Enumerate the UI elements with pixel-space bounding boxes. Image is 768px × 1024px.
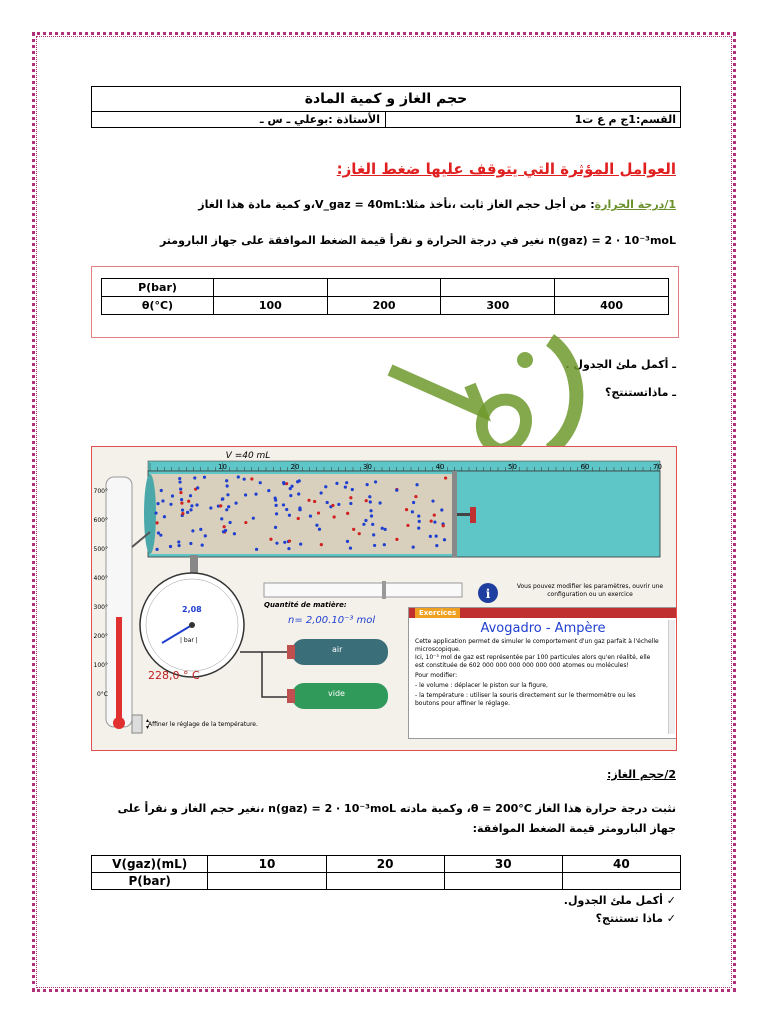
- thermometer-scale: [92, 477, 108, 709]
- gas-particle: [221, 498, 224, 501]
- table-cell: 400: [555, 297, 669, 315]
- gas-particle: [267, 489, 270, 492]
- class-label: القسم:1ج م ع ت1: [385, 111, 676, 128]
- table-cell: 20: [326, 856, 444, 873]
- exercise-panel: [408, 607, 677, 739]
- gas-particle: [288, 539, 291, 542]
- gas-particle: [415, 483, 418, 486]
- gas-particle: [444, 476, 447, 479]
- quantity-label: Quantité de matière:: [264, 601, 347, 609]
- gas-particle: [288, 514, 291, 517]
- temperature-readout: 228,0 ° C: [148, 669, 200, 682]
- gas-particle: [324, 485, 327, 488]
- panel-paragraph: Pour modifier:: [415, 672, 458, 679]
- gas-particle: [227, 505, 230, 508]
- table-cell: 30: [444, 856, 562, 873]
- gas-particle: [395, 489, 398, 492]
- panel-paragraph: - la température : utiliser la souris directement sur le thermomètre ou les boutons pour affiner le réglage.: [415, 692, 636, 707]
- gas-particle: [315, 524, 318, 527]
- gas-particle: [320, 491, 323, 494]
- gas-particle: [157, 531, 160, 534]
- gas-particle: [225, 479, 228, 482]
- gas-particle: [412, 501, 415, 504]
- gas-particle: [411, 510, 414, 513]
- gauge-unit: | bar |: [180, 637, 198, 644]
- gas-particle: [289, 494, 292, 497]
- gas-particle: [406, 524, 409, 527]
- watermark-logo: [360, 300, 620, 460]
- gas-particle: [369, 500, 372, 503]
- part1-bullet2: ـ ماذاتستنتج؟: [604, 386, 676, 399]
- bottle-vide[interactable]: vide: [328, 689, 345, 698]
- gas-particle: [440, 508, 443, 511]
- part1-title: /درجة الحرارة: [594, 198, 669, 211]
- thermo-tick: 300°: [93, 604, 108, 611]
- gas-particle: [201, 543, 204, 546]
- gas-particle: [433, 513, 436, 516]
- gas-particle: [349, 547, 352, 550]
- section-heading: العوامل المؤثرة التي يتوقف عليها ضغط الغاز:: [336, 160, 676, 178]
- gas-particle: [282, 503, 285, 506]
- page-title: حجم الغاز و كمية المادة: [92, 87, 680, 112]
- table-row: [102, 279, 669, 297]
- bullet-text: أكمل ملئ الجدول.: [563, 894, 663, 907]
- gas-particle: [351, 488, 354, 491]
- gas-particle: [209, 506, 212, 509]
- gas-particle: [255, 548, 258, 551]
- gas-particle: [299, 542, 302, 545]
- panel-paragraph: Cette application permet de simuler le comportement d'un gaz parfait à l'échelle microscopique.: [415, 638, 659, 653]
- table-cell[interactable]: [441, 279, 555, 297]
- gas-particle: [369, 509, 372, 512]
- ruler-label: 50: [508, 463, 517, 471]
- table-cell: θ(°C): [102, 297, 214, 315]
- table-row: [92, 873, 681, 890]
- table-cell: 200: [327, 297, 441, 315]
- tab-exercices[interactable]: Exercices: [415, 608, 460, 618]
- gas-particle: [331, 504, 334, 507]
- table-cell[interactable]: [555, 279, 669, 297]
- gas-particle: [414, 495, 417, 498]
- volume-label: V =40 mL: [225, 451, 271, 461]
- table-cell: 300: [441, 297, 555, 315]
- gas-particle: [433, 520, 436, 523]
- gas-particle: [190, 504, 193, 507]
- gas-particle: [358, 532, 361, 535]
- gas-particle: [203, 476, 206, 479]
- thermo-tick: 400°: [93, 575, 108, 582]
- gas-particle: [381, 527, 384, 530]
- gas-particle: [307, 499, 310, 502]
- gas-particle: [154, 511, 157, 514]
- part2-heading: [607, 768, 676, 781]
- gas-particle: [155, 548, 158, 551]
- part1-number: 1: [668, 198, 676, 211]
- gas-particle: [252, 517, 255, 520]
- gas-particle: [181, 512, 184, 515]
- gas-particle: [243, 478, 246, 481]
- gas-particle: [177, 544, 180, 547]
- gas-particle: [189, 508, 192, 511]
- gas-particle: [318, 528, 321, 531]
- panel-title: Avogadro - Ampère: [480, 621, 606, 636]
- gas-particle: [430, 519, 433, 522]
- gas-particle: [163, 515, 166, 518]
- table-cell[interactable]: [208, 873, 326, 890]
- exercise-bar: [409, 608, 677, 618]
- thermo-tick: 500°: [93, 546, 108, 553]
- volume-table: [91, 855, 681, 890]
- gas-particle: [442, 524, 445, 527]
- gas-particle: [379, 501, 382, 504]
- gas-particle: [417, 527, 420, 530]
- gas-particle: [178, 477, 181, 480]
- teacher-label: الأستاذة :بوعلي ـ س ـ: [259, 113, 380, 126]
- gas-particle: [349, 496, 352, 499]
- gas-particle: [180, 498, 183, 501]
- gas-particle: [326, 501, 329, 504]
- gas-particle: [405, 508, 408, 511]
- table-cell[interactable]: [562, 873, 680, 890]
- gas-particle: [181, 509, 184, 512]
- gas-particle: [226, 484, 229, 487]
- simulation-panel: [91, 446, 677, 751]
- gas-particle: [195, 503, 198, 506]
- gas-particle: [244, 521, 247, 524]
- temp-hint: Affiner le réglage de la température.: [148, 721, 258, 728]
- gas-particle: [233, 532, 236, 535]
- part1-text1: : من أجل حجم الغاز ثابت ،نأخذ مثلا:V_gaz = 40mL،و كمية مادة هذا الغاز: [198, 198, 595, 211]
- ruler-label: 10: [218, 463, 227, 471]
- gas-particle: [417, 514, 420, 517]
- thermo-tick: 600°: [93, 517, 108, 524]
- gas-particle: [443, 538, 446, 541]
- gas-particle: [373, 544, 376, 547]
- check-icon: ✓: [662, 894, 676, 907]
- bullet-text: ماذا تستنتج؟: [595, 912, 663, 925]
- gas-particle: [179, 491, 182, 494]
- table-cell: 100: [213, 297, 327, 315]
- gas-particle: [431, 499, 434, 502]
- hint-text: Vous pouvez modifier les paramètres, ouvrir une configuration ou un exercice: [516, 583, 664, 598]
- gas-particle: [274, 499, 277, 502]
- gas-particle: [289, 487, 292, 490]
- gas-particle: [189, 494, 192, 497]
- gas-particle: [191, 529, 194, 532]
- ruler-label: 40: [435, 463, 445, 471]
- panel-body: [409, 636, 667, 710]
- gas-particle: [180, 501, 183, 504]
- gas-particle: [374, 480, 377, 483]
- part2-line2: جهاز البارومتر قيمة الضغط الموافقة:: [472, 822, 676, 835]
- gas-particle: [226, 493, 229, 496]
- gas-particle: [297, 492, 300, 495]
- gas-particle: [435, 544, 438, 547]
- gas-particle: [186, 511, 189, 514]
- gas-particle: [337, 503, 340, 506]
- part2-line1: نثبت درجة حرارة هذا الغاز θ = 200°C، وكمية مادته n(gaz) = 2 · 10⁻³moL ،نغير حجم الغاز و نقرأ على: [117, 802, 676, 815]
- gas-particle: [234, 501, 237, 504]
- gas-particle: [225, 508, 228, 511]
- gas-particle: [259, 481, 262, 484]
- table-cell: 40: [562, 856, 680, 873]
- gas-particle: [250, 477, 253, 480]
- panel-scrollbar[interactable]: [668, 620, 675, 734]
- bottle-air[interactable]: air: [332, 645, 343, 654]
- gas-particle: [204, 534, 207, 537]
- gas-particle: [371, 523, 374, 526]
- check-icon: ✓: [662, 912, 676, 925]
- thermo-tick: 200°: [93, 633, 108, 640]
- gas-particle: [161, 499, 164, 502]
- gas-particle: [155, 521, 158, 524]
- gas-particle: [368, 495, 371, 498]
- table-cell: 10: [208, 856, 326, 873]
- gas-particle: [196, 486, 199, 489]
- gas-particle: [269, 538, 272, 541]
- gas-particle: [179, 487, 182, 490]
- gas-particle: [219, 504, 222, 507]
- gas-particle: [177, 540, 180, 543]
- part1-line1: [76, 198, 676, 211]
- panel-paragraph: Ici, 10⁻³ mol de gaz est représentée par 100 particules alors qu'en réalité, elle est constituée de 602 000 000 000 000 000 000 atomes ou molécules!: [415, 654, 651, 669]
- gas-particle: [220, 517, 223, 520]
- gas-particle: [346, 540, 349, 543]
- gas-particle: [320, 543, 323, 546]
- part2-number: 2: [668, 768, 676, 781]
- gauge-value: 2,08: [182, 605, 202, 614]
- gas-particle: [169, 545, 172, 548]
- gas-particle: [296, 480, 299, 483]
- thermo-tick: 0°C: [96, 691, 108, 698]
- gas-particle: [156, 502, 159, 505]
- gas-particle: [287, 547, 290, 550]
- ruler-label: 70: [653, 463, 662, 471]
- gas-particle: [223, 525, 226, 528]
- svg-text:i: i: [485, 587, 491, 601]
- table-cell[interactable]: [327, 279, 441, 297]
- gas-particle: [299, 508, 302, 511]
- gas-particle: [345, 481, 348, 484]
- part2-bullet2: [596, 912, 676, 925]
- gas-particle: [429, 535, 432, 538]
- ruler-label: 60: [580, 463, 590, 471]
- gas-particle: [365, 499, 368, 502]
- gas-particle: [237, 475, 240, 478]
- gas-particle: [333, 515, 336, 518]
- table-cell[interactable]: [326, 873, 444, 890]
- gas-particle: [395, 538, 398, 541]
- gas-particle: [283, 541, 286, 544]
- temp-spin-icon[interactable]: ▴ ▾: [146, 717, 150, 731]
- gas-particle: [159, 534, 162, 537]
- gas-particle: [412, 546, 415, 549]
- gas-particle: [309, 514, 312, 517]
- gas-particle: [362, 523, 365, 526]
- gas-particle: [335, 482, 338, 485]
- gas-particle: [383, 543, 386, 546]
- gas-particle: [275, 542, 278, 545]
- ruler-label: 20: [290, 463, 300, 471]
- gas-particle: [317, 511, 320, 514]
- gas-particle: [224, 529, 227, 532]
- gas-particle: [282, 481, 285, 484]
- gas-particle: [193, 476, 196, 479]
- part2-bullet1: [564, 894, 676, 907]
- quantity-value: n= 2,00.10⁻³ mol: [288, 615, 376, 626]
- gas-particle: [228, 521, 231, 524]
- gas-particle: [364, 519, 367, 522]
- gas-particle: [187, 500, 190, 503]
- gas-particle: [384, 528, 387, 531]
- gas-particle: [372, 533, 375, 536]
- thermo-tick: 700°: [93, 488, 108, 495]
- gas-particle: [160, 489, 163, 492]
- gas-particle: [435, 535, 438, 538]
- gas-particle: [313, 500, 316, 503]
- gas-particle: [254, 493, 257, 496]
- gas-particle: [275, 504, 278, 507]
- table-row: [92, 856, 681, 873]
- gas-particle: [297, 517, 300, 520]
- part1-line2: n(gaz) = 2 · 10⁻³moL نغير في درجة الحرارة و نقرأ قيمة الضغط الموافقة على جهاز البارومتر: [159, 234, 676, 247]
- gas-particle: [418, 520, 421, 523]
- gas-particle: [346, 512, 349, 515]
- part2-title: /حجم الغاز:: [607, 768, 669, 781]
- table-cell[interactable]: [444, 873, 562, 890]
- gas-particle: [344, 485, 347, 488]
- gas-particle: [199, 528, 202, 531]
- gas-particle: [189, 542, 192, 545]
- gas-particle: [285, 508, 288, 511]
- panel-paragraph: - le volume : déplacer le piston sur la figure,: [415, 682, 548, 689]
- gas-particle: [169, 503, 172, 506]
- gas-particle: [349, 502, 352, 505]
- gas-particle: [178, 480, 181, 483]
- table-cell: P(bar): [102, 279, 214, 297]
- part1-bullet1: ـ أكمل ملئ الجدول .: [565, 358, 676, 371]
- gas-particle: [171, 494, 174, 497]
- gas-particle: [370, 514, 373, 517]
- gas-particle: [275, 512, 278, 515]
- thermo-tick: 100°: [93, 662, 108, 669]
- gas-particle: [352, 528, 355, 531]
- gas-particle: [244, 493, 247, 496]
- table-cell: P(bar): [92, 873, 208, 890]
- table-cell[interactable]: [213, 279, 327, 297]
- gas-particle: [274, 526, 277, 529]
- ruler-label: 30: [363, 463, 372, 471]
- header-box: [91, 86, 681, 128]
- gas-particle: [366, 483, 369, 486]
- table-cell: V(gaz)(mL): [92, 856, 208, 873]
